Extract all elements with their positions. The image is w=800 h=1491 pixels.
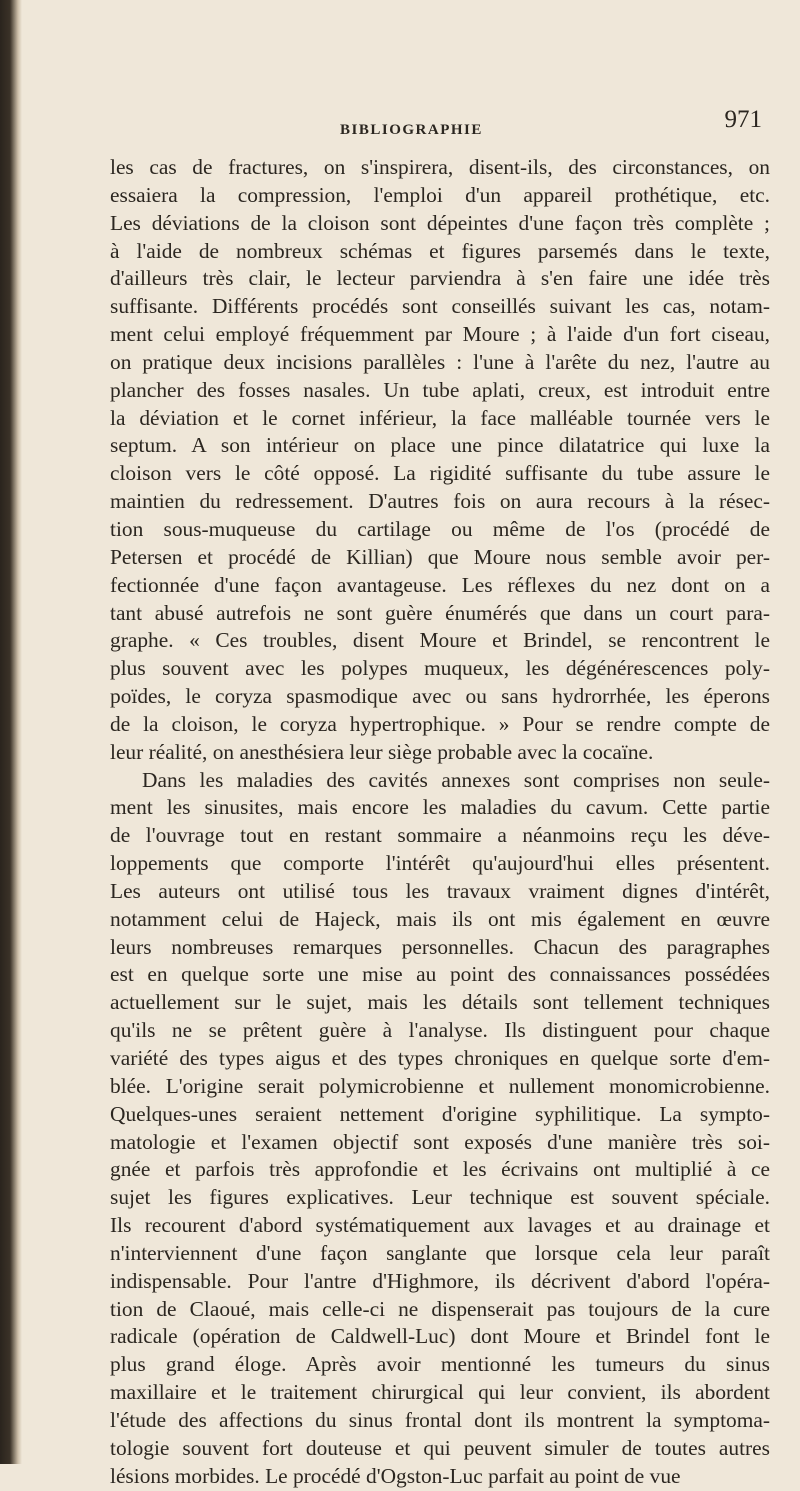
text-line: plus grand éloge. Après avoir mentionné les tumeurs du sinus [110, 1352, 770, 1377]
text-line: blée. L'origine serait polymicrobienne et nullement monomicrobienne. [110, 1073, 770, 1098]
paragraph [110, 767, 770, 1491]
text-line: matologie et l'examen objectif sont exposés d'une manière très soi- [110, 1129, 770, 1154]
paragraph [110, 154, 770, 767]
text-line: de la cloison, le coryza hypertrophique. » Pour se rendre compte de [110, 711, 770, 736]
text-line: tant abusé autrefois ne sont guère énumérés que dans un court para- [110, 600, 770, 625]
text-line: qu'ils ne se prêtent guère à l'analyse. Ils distinguent pour chaque [110, 1018, 770, 1043]
text-line: de l'ouvrage tout en restant sommaire a néanmoins reçu les déve- [110, 823, 770, 848]
book-page [110, 100, 770, 1491]
text-line: fectionnée d'une façon avantageuse. Les réflexes du nez dont on a [110, 572, 770, 597]
text-line: l'étude des affections du sinus frontal dont ils montrent la symptoma- [110, 1407, 770, 1432]
book-spine-shadow [0, 0, 22, 1464]
text-line: la déviation et le cornet inférieur, la face malléable tournée vers le [110, 405, 770, 430]
text-line: indispensable. Pour l'antre d'Highmore, ils décrivent d'abord l'opéra- [110, 1268, 770, 1293]
text-line: leur réalité, on anesthésiera leur siège probable avec la cocaïne. [110, 739, 654, 764]
text-line: Les auteurs ont utilisé tous les travaux vraiment dignes d'intérêt, [110, 878, 770, 903]
text-line: lésions morbides. Le procédé d'Ogston-Luc parfait au point de vue [110, 1463, 681, 1488]
text-line: notamment celui de Hajeck, mais ils ont mis également en œuvre [110, 906, 770, 931]
text-line: variété des types aigus et des types chroniques en quelque sorte d'em- [110, 1046, 770, 1070]
page-number: 971 [724, 106, 762, 133]
text-line: Quelques-unes seraient nettement d'origine syphilitique. La sympto- [110, 1101, 770, 1126]
text-line: graphe. « Ces troubles, disent Moure et Brindel, se rencontrent le [110, 628, 770, 653]
text-line: sujet les figures explicatives. Leur technique est souvent spéciale. [110, 1185, 770, 1210]
text-line: suffisante. Différents procédés sont conseillés suivant les cas, notam- [110, 294, 770, 319]
text-line: loppements que comporte l'intérêt qu'aujourd'hui elles présentent. [110, 851, 770, 876]
text-line: actuellement sur le sujet, mais les détails sont tellement techniques [110, 990, 770, 1015]
text-line: poïdes, le coryza spasmodique avec ou sans hydrorrhée, les éperons [110, 684, 770, 709]
running-head-title: BIBLIOGRAPHIE [340, 122, 483, 138]
text-line: Ils recourent d'abord systématiquement aux lavages et au drainage et [110, 1213, 770, 1238]
text-line: n'interviennent d'une façon sanglante que lorsque cela leur paraît [110, 1240, 770, 1265]
text-line: tion sous-muqueuse du cartilage ou même de l'os (procédé de [110, 516, 770, 541]
text-line: cloison vers le côté opposé. La rigidité suffisante du tube assure le [110, 461, 770, 486]
text-line: on pratique deux incisions parallèles : l'une à l'arête du nez, l'autre au [110, 349, 770, 374]
text-line: radicale (opération de Caldwell-Luc) dont Moure et Brindel font le [110, 1324, 770, 1349]
running-head [110, 100, 770, 140]
text-line: d'ailleurs très clair, le lecteur parviendra à s'en faire une idée très [110, 266, 770, 291]
text-line: à l'aide de nombreux schémas et figures parsemés dans le texte, [110, 238, 770, 263]
text-line: ment les sinusites, mais encore les maladies du cavum. Cette partie [110, 795, 770, 820]
text-line: plus souvent avec les polypes muqueux, les dégénérescences poly- [110, 656, 770, 681]
text-line: Petersen et procédé de Killian) que Moure nous semble avoir per- [110, 544, 770, 569]
text-line: maxillaire et le traitement chirurgical qui leur convient, ils abordent [110, 1380, 770, 1405]
text-line: ment celui employé fréquemment par Moure ; à l'aide d'un fort ciseau, [110, 322, 770, 347]
text-line: plancher des fosses nasales. Un tube aplati, creux, est introduit entre [110, 377, 770, 402]
text-line: essaiera la compression, l'emploi d'un appareil prothétique, etc. [110, 182, 770, 207]
text-line: gnée et parfois très approfondie et les écrivains ont multiplié à ce [110, 1157, 770, 1182]
text-line: Les déviations de la cloison sont dépeintes d'une façon très complète ; [110, 210, 770, 235]
body-text [110, 154, 770, 1491]
text-line: septum. A son intérieur on place une pince dilatatrice qui luxe la [110, 433, 770, 458]
text-line: les cas de fractures, on s'inspirera, disent-ils, des circonstances, on [110, 155, 770, 179]
text-line: maintien du redressement. D'autres fois on aura recours à la résec- [110, 489, 770, 514]
text-line: Dans les maladies des cavités annexes sont comprises non seule- [142, 767, 770, 792]
text-line: leurs nombreuses remarques personnelles. Chacun des paragraphes [110, 934, 770, 959]
text-line: tion de Claoué, mais celle-ci ne dispenserait pas toujours de la cure [110, 1296, 770, 1321]
text-line: est en quelque sorte une mise au point des connaissances possédées [110, 962, 770, 987]
text-line: tologie souvent fort douteuse et qui peuvent simuler de toutes autres [110, 1435, 770, 1460]
